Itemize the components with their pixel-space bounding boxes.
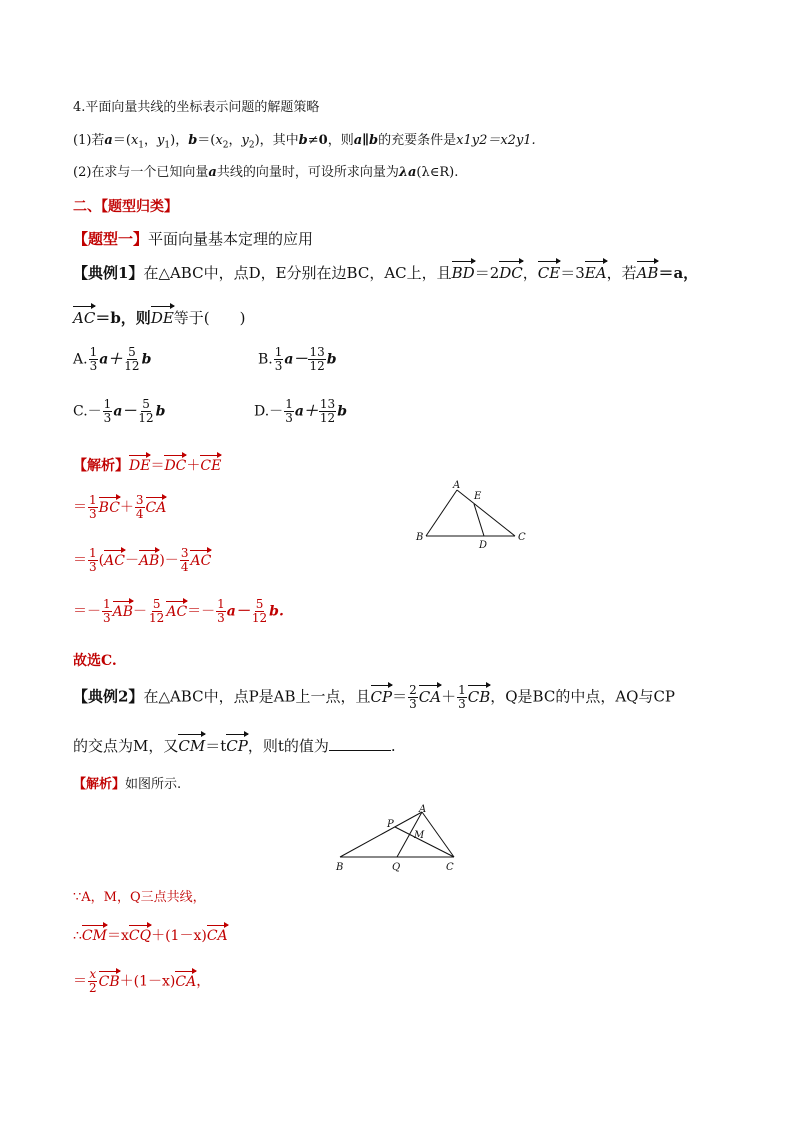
section-heading: 二、【题型归类】 [73,199,178,215]
fig2-label-q: Q [392,862,401,873]
fig2-label-p: P [387,819,394,830]
fig2-label-m: M [414,830,425,841]
option-c: C.－ $\frac{1}{3}$ a－ $\frac{5}{12}$ b [73,397,166,425]
ex2-stem-line2: 的交点为M，又CM＝tCP，则t的值为 . [73,737,396,755]
ex1-answer: 故选C. [73,653,117,669]
option-a: A. $\frac{1}{3}$ a＋ $\frac{5}{12}$ b [73,345,152,373]
fig1-label-e: E [474,491,482,502]
triangle-figure-2 [330,802,470,876]
ex1-solution-line1: 【解析】DE＝DC＋CE [73,458,222,474]
fig2-label-c: C [446,862,454,873]
option-d: D.－ $\frac{1}{3}$ a＋ $\frac{13}{12}$ b [254,397,347,425]
ex1-stem-line1: 【典例1】在△ABC中，点D，E分别在边BC，AC上，且BD＝2DC，CE＝3EA，若AB＝a， [73,264,699,282]
ex2-solution-line2: ∴CM＝xCQ＋(1－x)CA [73,928,228,944]
option-b: B. $\frac{1}{3}$ a－ $\frac{13}{12}$ b [258,345,337,373]
ex1-solution-line4: ＝－ $\frac{1}{3}$ AB－ $\frac{5}{12}$ AC＝－ $\frac{1}{3}$ a－ $\frac{5}{12}$ b. [73,597,284,625]
fig2-label-a: A [419,804,427,815]
ex1-solution-line3: ＝ $\frac{1}{3}$ (AC－AB)－ $\frac{3}{4}$ AC [73,546,212,574]
fig2-label-b: B [336,862,344,873]
ex1-solution-line2: ＝ $\frac{1}{3}$ BC＋ $\frac{3}{4}$ CA [73,493,167,521]
ex2-stem-line1: 【典例2】在△ABC中，点P是AB上一点，且CP＝ $\frac{2}{3}$ CA＋ $\frac{1}{3}$ CB，Q是BC的中点，AQ与CP [73,683,676,711]
strategy-p2: (2)在求与一个已知向量a共线的向量时，可设所求向量为λa(λ∈R). [73,165,459,180]
fig1-label-b: B [416,532,424,543]
type1-heading: 【题型一】平面向量基本定理的应用 [73,230,314,248]
fig1-label-a: A [453,480,461,491]
ex2-solution-line1: ∵A，M，Q三点共线， [73,890,206,905]
ex2-solution-line3: ＝ $\frac{x}{2}$ CB＋(1－x)CA， [73,967,211,995]
fig1-label-c: C [518,532,526,543]
triangle-figure-1 [412,476,532,552]
fig1-label-d: D [479,540,488,551]
ex1-stem-line2: AC＝b，则DE等于( ) [73,309,246,327]
strategy-p1: (1)若$a=(x_1$，$y_1$)，$b=(x_2$，$y_2$)，其中b≠0，则a∥b的充要条件是x1y2＝x2y1. [73,133,536,151]
ex2-solution-head: 【解析】如图所示. [73,777,182,792]
strategy-title: 4.平面向量共线的坐标表示问题的解题策略 [73,100,320,115]
answer-blank[interactable] [329,738,391,751]
